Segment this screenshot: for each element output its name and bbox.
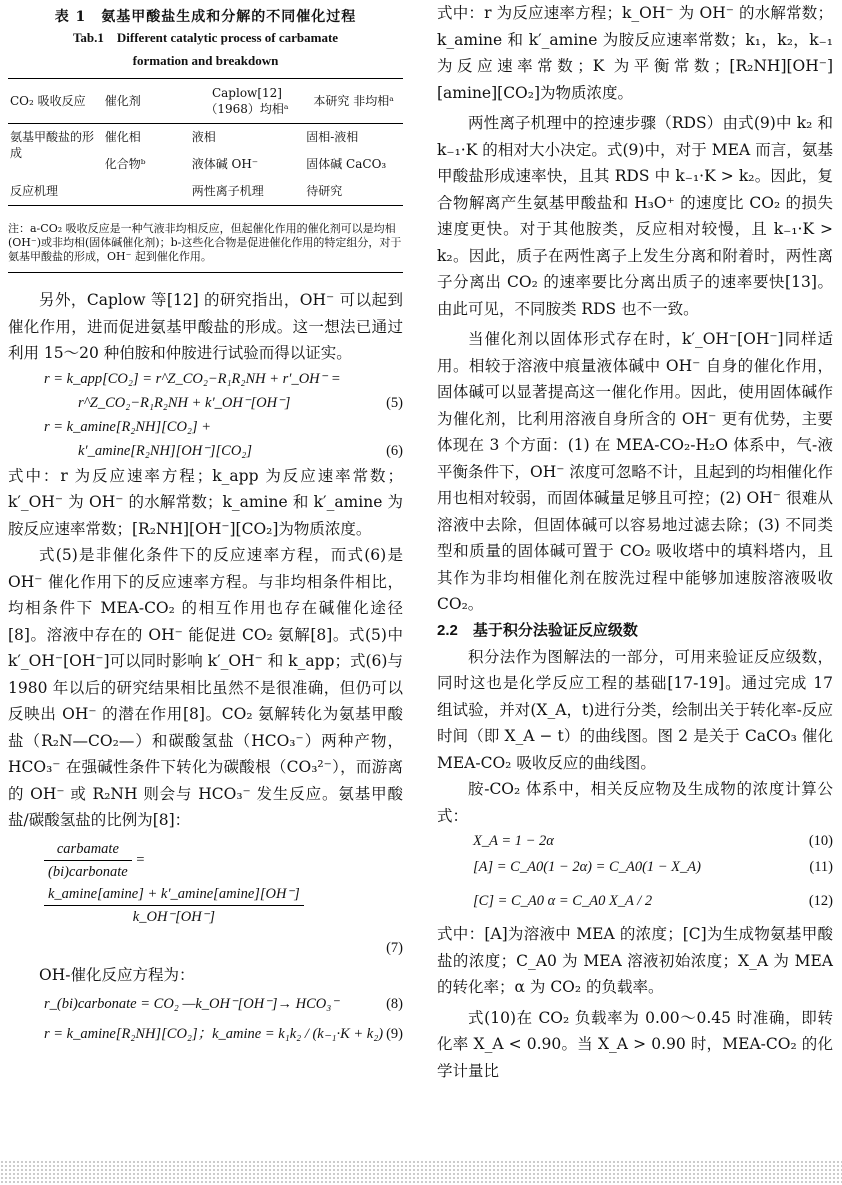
equation-line: r^Z_CO₂−R₁R₂NH + k′_OH⁻[OH⁻]: [78, 394, 291, 411]
table-cell: 液相: [191, 130, 216, 144]
equation-number: (5): [386, 394, 403, 411]
table-header-row: [8, 79, 403, 124]
table-caption-en: [8, 26, 403, 72]
equation-7-number-row: [8, 936, 403, 962]
paragraph: 积分法作为图解法的一部分，可用来验证反应级数，同时这也是化学反应工程的基础[17-19]。通过完成 17 组试验，并对(X_A，t)进行分类，绘制出关于转化率-反应时间（即 X_A − t）的曲线图。图 2 是关于 CaCO₃ 催化 MEA-CO₂ 吸收反应的曲线图。: [437, 647, 833, 772]
table-header: 本研究 非均相ᵃ: [313, 94, 394, 108]
scan-dither-edge: [0, 1160, 842, 1185]
equation-7: [8, 838, 403, 928]
equation-6: [8, 415, 403, 463]
equation-line: r_(bi)carbonate = CO₂ —k_OH⁻[OH⁻]→ HCO₃⁻: [44, 996, 339, 1012]
table-cell: [103, 178, 190, 206]
table-cell: 待研究: [306, 184, 343, 198]
equation-8: [8, 992, 403, 1022]
table-row: [8, 178, 403, 206]
equation-number: (9): [386, 1026, 403, 1042]
equation-line: r = k_amine[R₂NH][CO₂]；k_amine = k₁k₂ / (k₋₁·K + k₂): [44, 1026, 384, 1042]
equation-line: r = k_app[CO₂] = r^Z_CO₂−R₁R₂NH + r′_OH⁻ =: [44, 370, 341, 387]
paragraph: 两性离子机理中的控速步骤（RDS）由式(9)中 k₂ 和 k₋₁·K 的相对大小决定。式(9)中，对于 MEA 而言，氨基甲酸盐形成速率快，且其 RDS 中 k₋₁·K > k₂。因此，复合物解离产生氨基甲酸盐和 H₃O⁺ 的速度比 CO₂ 的损失速度更快。对于其他胺类，反应相对较慢，且 k₋₁·K > k₂。因此，质子在两性离子上发生分离和附着时，两性离子分离出 CO₂ 的速率要比分离出质子的速率要快[13]。由此可见，不同胺类 RDS 也不一致。: [437, 114, 833, 318]
numerator: carbamate: [44, 838, 132, 861]
equation-10: [437, 829, 833, 855]
right-column: [437, 0, 833, 1084]
table-caption-en-line: Tab.1 Different catalytic process of carbamate: [72, 30, 339, 45]
equation-line: k′_amine[R₂NH][OH⁻][CO₂]: [78, 442, 252, 459]
table-caption-en-line: formation and breakdown: [132, 53, 279, 68]
table-cell: 固相-液相: [306, 130, 359, 144]
fraction: [44, 838, 132, 883]
equation-11: [437, 855, 833, 881]
equation-line: X_A = 1 − 2α: [473, 833, 554, 849]
equation-line: [A] = C_A0(1 − 2α) = C_A0(1 − X_A): [473, 859, 701, 875]
table-cell: 催化相: [104, 130, 141, 144]
equation-number: (6): [386, 442, 403, 459]
paragraph: 胺-CO₂ 体系中，相关反应物及生成物的浓度计算公式：: [437, 780, 833, 825]
paragraph: 式(10)在 CO₂ 负载率为 0.00～0.45 时准确，即转化率 X_A < 0.90。当 X_A > 0.90 时，MEA-CO₂ 的化学计量比: [437, 1008, 833, 1080]
table-cell: 反应机理: [10, 184, 59, 198]
left-column: [8, 0, 403, 1052]
table-cell: 两性离子机理: [191, 184, 264, 198]
equation-number: (11): [809, 859, 833, 875]
paragraph: 式中：r 为反应速率方程；k_OH⁻ 为 OH⁻ 的水解常数；k_amine 和 k′_amine 为胺反应速率常数；k₁，k₂，k₋₁ 为反应速率常数；K 为平衡常数；[R₂NH][OH⁻][amine][CO₂]为物质浓度。: [437, 4, 833, 102]
equation-number: (10): [808, 833, 833, 849]
numerator: k_amine[amine] + k′_amine[amine][OH⁻]: [44, 883, 304, 906]
table-cell: 液体碱 OH⁻: [191, 157, 259, 171]
paragraph: 式中：r 为反应速率方程；k_app 为反应速率常数；k′_OH⁻ 为 OH⁻ 的水解常数；k_amine 和 k′_amine 为胺反应速率常数；[R₂NH][OH⁻][CO₂]为物质浓度。: [8, 466, 403, 538]
catalysis-table: [8, 78, 403, 206]
table-note: 注：a-CO₂ 吸收反应是一种气液非均相反应，但起催化作用的催化剂可以是均相(OH⁻)或非均相(固体碱催化剂)；b-这些化合物是促进催化作用的特定组分，对于氨基甲酸盐的形成，OH⁻ 起到催化作用。: [8, 222, 403, 273]
paragraph: 当催化剂以固体形式存在时，k′_OH⁻[OH⁻]同样适用。相较于溶液中痕量液体碱中 OH⁻ 自身的催化作用，固体碱可以显著提高这一催化作用。因此，使用固体碱作为催化剂，比利用溶液自身所含的 OH⁻ 更有优势，主要体现在 3 个方面：(1) 在 MEA-CO₂-H₂O 体系中，气-液平衡条件下，OH⁻ 浓度可忽略不计，且起到的均相催化作用也相对较弱，而固体碱量足够且可控；(2) OH⁻ 很难从溶液中去除，但固体碱可以容易地过滤去除；(3) 不同类型和质量的固体碱可置于 CO₂ 吸收塔中的填料塔内，且其作为非均相催化剂在胺洗过程中能够加速胺溶液吸收 CO₂。: [437, 330, 833, 613]
table-header: Caplow[12]（1968）均相ᵃ: [205, 86, 289, 116]
equation-line: r = k_amine[R₂NH][CO₂] +: [44, 418, 212, 435]
paragraph: OH-催化反应方程为：: [39, 965, 195, 984]
equals-sign: =: [135, 851, 146, 868]
table-cell: 化合物ᵇ: [104, 157, 146, 171]
equation-number: (7): [386, 939, 403, 956]
table-header: CO₂ 吸收反应: [10, 94, 86, 108]
fraction: [44, 883, 304, 928]
paragraph: 式(5)是非催化条件下的反应速率方程，而式(6)是 OH⁻ 催化作用下的反应速率方程。与非均相条件相比，均相条件下 MEA-CO₂ 的相互作用也存在碱催化途径[8]。溶液中存在的 OH⁻ 能促进 CO₂ 氨解[8]。式(5)中 k′_OH⁻[OH⁻]可以同时影响 k′_OH⁻ 和 k_app；式(6)与 1980 年以后的研究结果相比虽然不是很准确，但仍可以反映出 OH⁻ 的潜在作用[8]。CO₂ 氨解转化为氨基甲酸盐（R₂N—CO₂—）和碳酸氢盐（HCO₃⁻）两种产物，HCO₃⁻ 在强碱性条件下转化为碳酸根（CO₃²⁻），而游离的 OH⁻ 或 R₂NH 则会与 HCO₃⁻ 发生反应。氨基甲酸盐/碳酸氢盐的比例为[8]：: [8, 546, 403, 829]
equation-9: [8, 1022, 403, 1052]
table-cell: 氨基甲酸盐的形成: [10, 130, 95, 160]
paragraph: 式中：[A]为溶液中 MEA 的浓度；[C]为生成物氨基甲酸盐的浓度；C_A0 为 MEA 溶液初始浓度；X_A 为 MEA 的转化率；α 为 CO₂ 的负载率。: [437, 925, 833, 996]
table-caption-cn: 表 1 氨基甲酸盐生成和分解的不同催化过程: [54, 9, 357, 25]
denominator: (bi)carbonate: [48, 863, 128, 880]
equation-number: (12): [808, 893, 833, 909]
equation-5: [8, 367, 403, 415]
section-heading: 2.2 基于积分法验证反应级数: [437, 621, 638, 639]
table-row: [8, 124, 403, 152]
equation-number: (8): [386, 996, 403, 1012]
table-header: 催化剂: [104, 94, 141, 108]
equation-line: [C] = C_A0 α = C_A0 X_A / 2: [473, 893, 653, 909]
paragraph: 另外，Caplow 等[12] 的研究指出，OH⁻ 可以起到催化作用，进而促进氨基甲酸盐的形成。这一想法已通过利用 15～20 种伯胺和仲胺进行试验而得以证实。: [8, 291, 403, 362]
table-cell: 固体碱 CaCO₃: [306, 157, 387, 171]
denominator: k_OH⁻[OH⁻]: [132, 908, 215, 925]
equation-12: [437, 881, 833, 921]
